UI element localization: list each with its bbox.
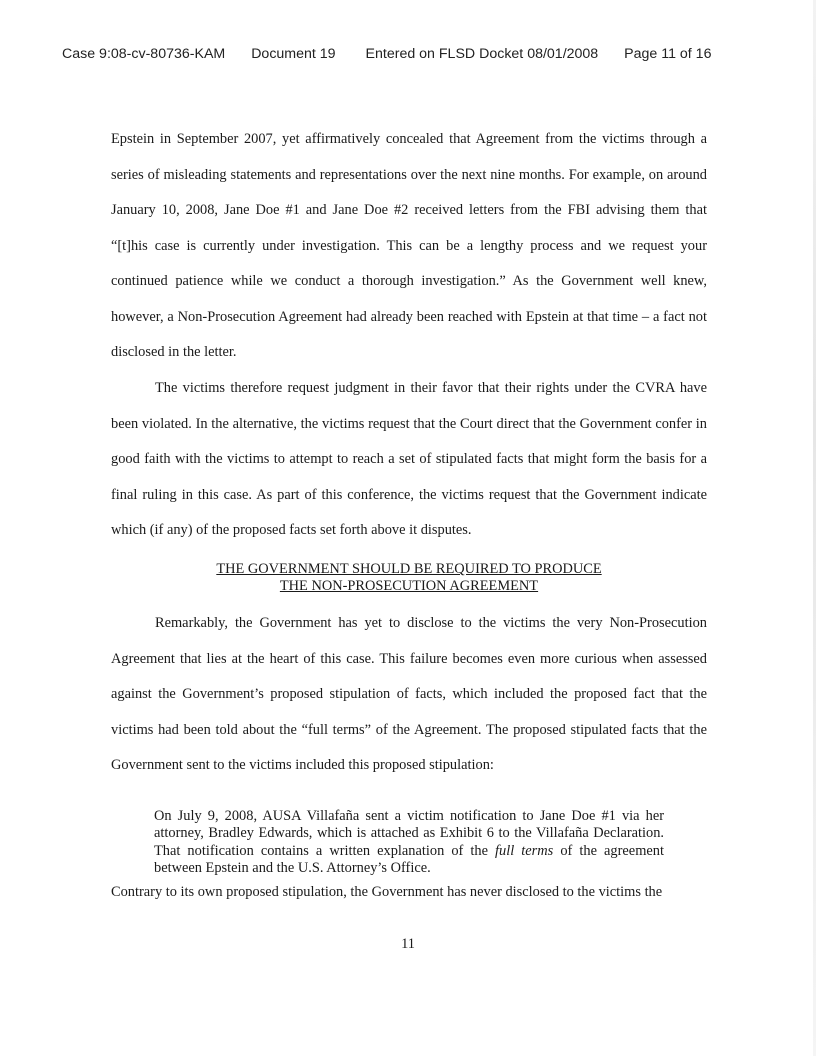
paragraph-request-judgment: The victims therefore request judgment in their favor that their rights under the CVRA have been violated. In the alternative, the victims request that the Court direct that the Government confer in good faith with the victims to attempt to reach a set of stipulated facts that might form the basis for a final ruling in this case. As part of this conference, the victims request that the Government indicate which (if any) of the proposed facts set forth above it disputes. [111, 380, 707, 538]
docket-header [62, 46, 762, 62]
quote-emphasis: full terms [495, 842, 554, 859]
page-indicator: Page 11 of 16 [624, 46, 712, 62]
document-number: Document 19 [251, 46, 336, 62]
paragraph-concealment: Epstein in September 2007, yet affirmatively concealed that Agreement from the victims through a series of misleading statements and representations over the next nine months. For example, on around January 10, 2008, Jane Doe #1 and Jane Doe #2 received letters from the FBI advising them that “[t]his case is currently under investigation. This can be a lengthy process and we request your continued patience while we conduct a thorough investigation.” As the Government well knew, however, a Non-Prosecution Agreement had already been reached with Epstein at that time – a fact not disclosed in the letter. [111, 131, 707, 360]
section-heading-line-2: THE NON-PROSECUTION AGREEMENT [279, 578, 539, 594]
quote-text-after: of the agreement between Epstein and the U.S. Attorney’s Office. [154, 842, 664, 877]
section-heading-line-1: THE GOVERNMENT SHOULD BE REQUIRED TO PRODUCE [216, 561, 602, 577]
paragraph-contrary: Contrary to its own proposed stipulation, the Government has never disclosed to the victims the [111, 884, 663, 900]
block-quote-stipulation [154, 808, 664, 878]
docket-entry-date: Entered on FLSD Docket 08/01/2008 [365, 46, 599, 62]
page-number: 11 [401, 936, 415, 952]
paragraph-nondisclosure: Remarkably, the Government has yet to disclose to the victims the very Non-Prosecution Agreement that lies at the heart of this case. This failure becomes even more curious when assessed against the Government’s proposed stipulation of facts, which included the proposed fact that the victims had been told about the “full terms” of the Agreement. The proposed stipulated facts that the Government sent to the victims included this proposed stipulation: [111, 615, 707, 773]
case-number: Case 9:08-cv-80736-KAM [62, 46, 226, 62]
section-heading [111, 561, 707, 595]
quote-text-before: On July 9, 2008, AUSA Villafaña sent a victim notification to Jane Doe #1 via her attorney, Bradley Edwards, which is attached as Exhibit 6 to the Villafaña Declaration. That notification contains a written explanation of the [154, 808, 664, 859]
